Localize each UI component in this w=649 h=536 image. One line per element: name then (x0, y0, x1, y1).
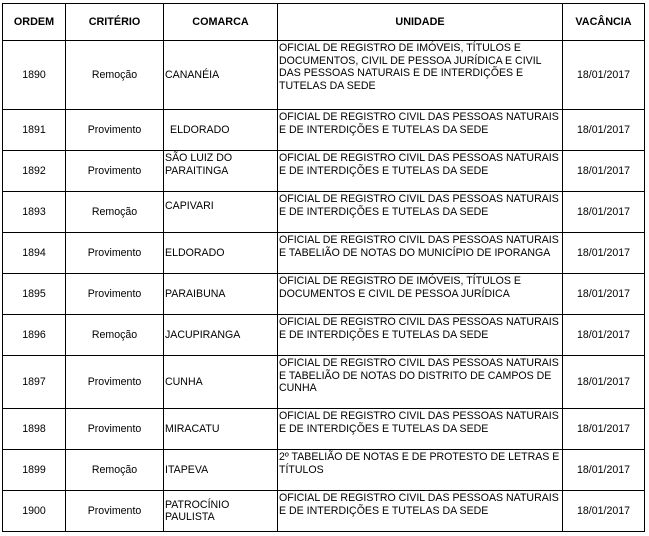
cell-vacancia: 18/01/2017 (563, 491, 645, 532)
table-row (3, 491, 645, 532)
cell-criterio: Remoção (66, 315, 164, 356)
cell-unidade: OFICIAL DE REGISTRO CIVIL DAS PESSOAS NATURAIS E DE INTERDIÇÕES E TUTELAS DA SEDE (278, 409, 563, 450)
table-row (3, 409, 645, 450)
vacancy-table (2, 3, 645, 532)
table-row (3, 151, 645, 192)
cell-ordem: 1894 (3, 233, 66, 274)
header-criterio: CRITÉRIO (66, 4, 164, 41)
cell-criterio: Provimento (66, 110, 164, 151)
cell-ordem: 1895 (3, 274, 66, 315)
vacancy-table-container (2, 3, 645, 532)
cell-vacancia: 18/01/2017 (563, 41, 645, 110)
cell-unidade: 2º TABELIÃO DE NOTAS E DE PROTESTO DE LETRAS E TÍTULOS (278, 450, 563, 491)
header-ordem: ORDEM (3, 4, 66, 41)
cell-ordem: 1898 (3, 409, 66, 450)
cell-ordem: 1890 (3, 41, 66, 110)
cell-criterio: Provimento (66, 356, 164, 409)
cell-vacancia: 18/01/2017 (563, 450, 645, 491)
cell-unidade: OFICIAL DE REGISTRO CIVIL DAS PESSOAS NATURAIS E DE INTERDIÇÕES E TUTELAS DA SEDE (278, 110, 563, 151)
table-header-row (3, 4, 645, 41)
table-row (3, 233, 645, 274)
table-row (3, 315, 645, 356)
cell-criterio: Provimento (66, 233, 164, 274)
cell-unidade: OFICIAL DE REGISTRO CIVIL DAS PESSOAS NATURAIS E DE INTERDIÇÕES E TUTELAS DA SEDE (278, 491, 563, 532)
cell-criterio: Provimento (66, 274, 164, 315)
cell-comarca: SÃO LUIZ DO PARAITINGA (164, 151, 278, 192)
cell-vacancia: 18/01/2017 (563, 409, 645, 450)
table-row (3, 192, 645, 233)
cell-unidade: OFICIAL DE REGISTRO DE IMÓVEIS, TÍTULOS E DOCUMENTOS, CIVIL DE PESSOA JURÍDICA E CIVIL DAS PESSOAS NATURAIS E DE INTERDIÇÕES E TUTELAS DA SEDE (278, 41, 563, 110)
cell-unidade: OFICIAL DE REGISTRO DE IMÓVEIS, TÍTULOS E DOCUMENTOS E CIVIL DE PESSOA JURÍDICA (278, 274, 563, 315)
table-row (3, 274, 645, 315)
cell-criterio: Remoção (66, 41, 164, 110)
cell-ordem: 1896 (3, 315, 66, 356)
cell-criterio: Remoção (66, 450, 164, 491)
cell-criterio: Provimento (66, 409, 164, 450)
table-row (3, 110, 645, 151)
cell-vacancia: 18/01/2017 (563, 315, 645, 356)
header-comarca: COMARCA (164, 4, 278, 41)
cell-comarca: ELDORADO (164, 233, 278, 274)
cell-comarca: CUNHA (164, 356, 278, 409)
cell-ordem: 1899 (3, 450, 66, 491)
cell-vacancia: 18/01/2017 (563, 151, 645, 192)
cell-comarca: JACUPIRANGA (164, 315, 278, 356)
cell-unidade: OFICIAL DE REGISTRO CIVIL DAS PESSOAS NATURAIS E DE INTERDIÇÕES E TUTELAS DA SEDE (278, 151, 563, 192)
cell-ordem: 1897 (3, 356, 66, 409)
cell-criterio: Provimento (66, 151, 164, 192)
cell-vacancia: 18/01/2017 (563, 274, 645, 315)
cell-comarca: CAPIVARI (164, 192, 278, 233)
header-vacancia: VACÂNCIA (563, 4, 645, 41)
cell-unidade: OFICIAL DE REGISTRO CIVIL DAS PESSOAS NATURAIS E TABELIÃO DE NOTAS DO MUNICÍPIO DE IPORANGA (278, 233, 563, 274)
cell-comarca: MIRACATU (164, 409, 278, 450)
cell-ordem: 1900 (3, 491, 66, 532)
table-row (3, 450, 645, 491)
cell-criterio: Provimento (66, 491, 164, 532)
cell-comarca: PARAIBUNA (164, 274, 278, 315)
cell-ordem: 1891 (3, 110, 66, 151)
cell-unidade: OFICIAL DE REGISTRO CIVIL DAS PESSOAS NATURAIS E DE INTERDIÇÕES E TUTELAS DA SEDE (278, 315, 563, 356)
cell-unidade: OFICIAL DE REGISTRO CIVIL DAS PESSOAS NATURAIS E DE INTERDIÇÕES E TUTELAS DA SEDE (278, 192, 563, 233)
cell-vacancia: 18/01/2017 (563, 356, 645, 409)
cell-unidade: OFICIAL DE REGISTRO CIVIL DAS PESSOAS NATURAIS E TABELIÃO DE NOTAS DO DISTRITO DE CAMPOS DE CUNHA (278, 356, 563, 409)
header-unidade: UNIDADE (278, 4, 563, 41)
cell-ordem: 1892 (3, 151, 66, 192)
cell-vacancia: 18/01/2017 (563, 110, 645, 151)
cell-comarca: ELDORADO (164, 110, 278, 151)
cell-comarca: PATROCÍNIO PAULISTA (164, 491, 278, 532)
cell-criterio: Remoção (66, 192, 164, 233)
cell-comarca: ITAPEVA (164, 450, 278, 491)
table-row (3, 41, 645, 110)
cell-ordem: 1893 (3, 192, 66, 233)
cell-vacancia: 18/01/2017 (563, 192, 645, 233)
cell-vacancia: 18/01/2017 (563, 233, 645, 274)
table-row (3, 356, 645, 409)
cell-comarca: CANANÉIA (164, 41, 278, 110)
